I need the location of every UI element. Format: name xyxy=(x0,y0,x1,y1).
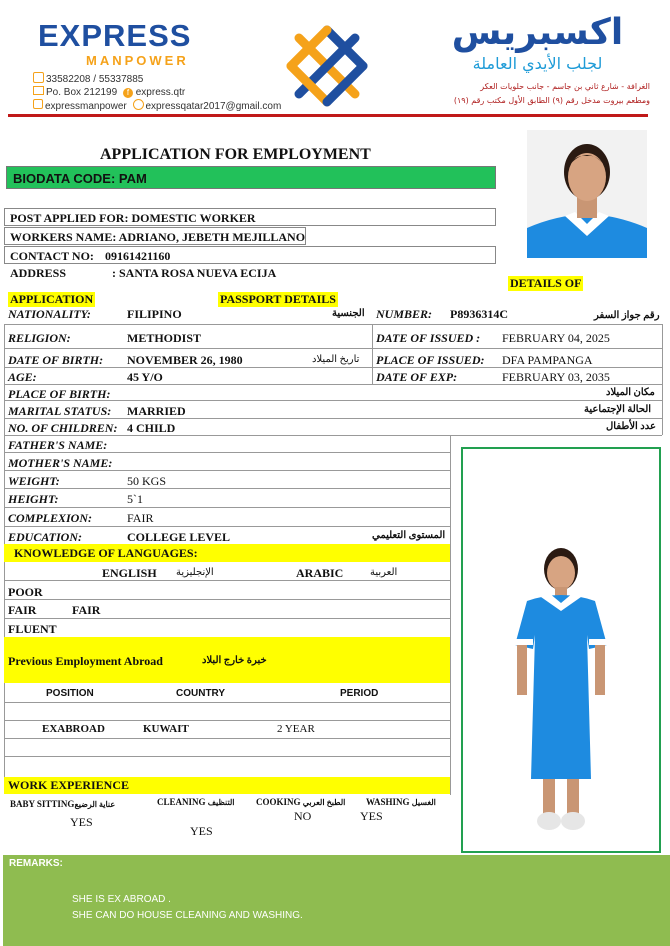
children-label: NO. OF CHILDREN: xyxy=(8,421,118,435)
weight-label: WEIGHT: xyxy=(8,474,60,488)
passport-number-value: P8936314C xyxy=(450,307,508,321)
passport-number-label: NUMBER: xyxy=(376,307,433,321)
row-period: 2 YEAR xyxy=(277,723,315,735)
logo-manpower: MANPOWER xyxy=(86,53,189,68)
full-body-photo xyxy=(461,447,661,853)
arabic-logo-sub: لجلب الأيدي العاملة xyxy=(472,54,603,73)
remarks-line-1: SHE IS EX ABROAD . xyxy=(72,894,171,905)
post-applied-row: POST APPLIED FOR: DOMESTIC WORKER xyxy=(4,208,496,226)
marital-status-ar: الحالة الإجتماعية xyxy=(584,404,652,415)
dob-ar: تاريخ الميلاد xyxy=(312,354,360,365)
phone-line: 33582208 / 55337885 xyxy=(33,72,143,85)
english-fair-value: FAIR xyxy=(72,603,101,617)
fair-label: FAIR xyxy=(8,603,37,617)
place-of-birth-ar: مكان الميلاد xyxy=(606,387,655,398)
washing-value: YES xyxy=(360,809,383,823)
portrait-photo xyxy=(527,130,647,258)
marital-status-value: MARRIED xyxy=(127,404,186,418)
header xyxy=(0,0,670,118)
place-issued-label: PLACE OF ISSUED: xyxy=(376,353,485,367)
col-position: POSITION xyxy=(46,688,94,699)
header-divider xyxy=(8,114,648,117)
envelope-icon xyxy=(33,86,44,95)
page-title: APPLICATION FOR EMPLOYMENT xyxy=(100,146,371,163)
remarks-line-2: SHE CAN DO HOUSE CLEANING AND WASHING. xyxy=(72,910,303,921)
instagram-icon xyxy=(33,99,43,109)
details-of-label: DETAILS OF xyxy=(510,276,582,290)
education-label: EDUCATION: xyxy=(8,530,83,544)
complexion-value: FAIR xyxy=(127,511,154,525)
children-ar: عدد الأطفال xyxy=(606,421,656,432)
col-country: COUNTRY xyxy=(176,688,226,699)
fluent-label: FLUENT xyxy=(8,622,57,636)
col-period: PERIOD xyxy=(340,688,379,699)
arabic-label: ARABIC xyxy=(296,566,344,580)
pobox-line: Po. Box 212199 f express.qtr xyxy=(33,86,185,98)
nationality-value: FILIPINO xyxy=(127,307,182,321)
dob-label: DATE OF BIRTH: xyxy=(8,353,104,367)
passport-number-ar: رقم جواز السفر xyxy=(594,310,660,321)
arabic-logo-main: اكسبريس xyxy=(451,12,624,53)
place-of-birth-label: PLACE OF BIRTH: xyxy=(8,387,111,401)
religion-value: METHODIST xyxy=(127,331,202,345)
cooking-value: NO xyxy=(294,809,312,823)
facebook-icon: f xyxy=(123,88,133,98)
religion-label: RELIGION: xyxy=(8,331,71,345)
address-label: ADDRESS xyxy=(10,266,67,280)
poor-label: POOR xyxy=(8,585,43,599)
prev-employment-heading: Previous Employment Abroad خبرة خارج البلاد xyxy=(4,637,450,683)
cooking-label: COOKING الطبخ العربي xyxy=(256,797,346,807)
arabic-ar: العربية xyxy=(370,567,398,578)
address-value: : SANTA ROSA NUEVA ECIJA xyxy=(112,266,277,280)
remarks-label: REMARKS: xyxy=(9,858,63,869)
biodata-code: BIODATA CODE: PAM xyxy=(6,166,496,189)
date-exp-value: FEBRUARY 03, 2035 xyxy=(502,370,610,384)
languages-heading: KNOWLEDGE OF LANGUAGES: xyxy=(4,544,450,562)
date-issued-label: DATE OF ISSUED : xyxy=(376,331,481,345)
workers-name-row: WORKERS NAME: ADRIANO, JEBETH MEJILLANO xyxy=(4,227,306,245)
english-label: ENGLISH xyxy=(102,566,157,580)
mother-label: MOTHER'S NAME: xyxy=(8,456,113,470)
arabic-address-1: الغرافة - شارع ثاني بن جاسم - جانب حلويات العكر xyxy=(480,82,650,91)
date-exp-label: DATE OF EXP: xyxy=(376,370,458,384)
dob-value: NOVEMBER 26, 1980 xyxy=(127,353,243,367)
weight-value: 50 KGS xyxy=(127,474,167,488)
baby-sitting-label: BABY SITTINGعناية الرضيع xyxy=(10,799,116,809)
age-label: AGE: xyxy=(8,370,37,384)
email-line: expressmanpower expressqatar2017@gmail.com xyxy=(33,99,281,112)
nationality-label: NATIONALITY: xyxy=(8,307,91,321)
row-country: KUWAIT xyxy=(143,723,189,735)
height-label: HEIGHT: xyxy=(8,492,59,506)
logo-express: EXPRESS xyxy=(38,18,192,53)
english-ar: الإنجليزية xyxy=(176,567,214,578)
mail-icon xyxy=(133,99,144,110)
row-position: EXABROAD xyxy=(42,723,105,735)
arabic-address-2: ومطعم بيروت مدخل رقم (٩) الطابق الأول مكتب رقم (١٩) xyxy=(453,96,650,105)
application-label: APPLICATION xyxy=(10,292,94,306)
complexion-label: COMPLEXION: xyxy=(8,511,93,525)
education-ar: المستوى التعليمي xyxy=(372,530,446,541)
phone-icon xyxy=(33,72,44,83)
marital-status-label: MARITAL STATUS: xyxy=(8,404,112,418)
place-issued-value: DFA PAMPANGA xyxy=(502,353,593,367)
remarks-panel xyxy=(3,855,670,946)
cleaning-label: CLEANING التنظيف xyxy=(157,797,235,807)
passport-details-label: PASSPORT DETAILS xyxy=(220,292,336,306)
father-label: FATHER'S NAME: xyxy=(8,438,108,452)
education-value: COLLEGE LEVEL xyxy=(127,530,231,544)
age-value: 45 Y/O xyxy=(127,370,163,384)
contact-row: CONTACT NO: 09161421160 xyxy=(4,246,496,264)
date-issued-value: FEBRUARY 04, 2025 xyxy=(502,331,610,345)
work-experience-heading: WORK EXPERIENCE xyxy=(4,777,450,794)
company-emblem xyxy=(285,24,369,108)
cleaning-value: YES xyxy=(190,824,213,838)
children-value: 4 CHILD xyxy=(127,421,176,435)
washing-label: WASHING الغسيل xyxy=(366,797,436,807)
nationality-ar: الجنسية xyxy=(332,308,365,319)
baby-sitting-value: YES xyxy=(70,815,93,829)
height-value: 5`1 xyxy=(127,492,143,506)
